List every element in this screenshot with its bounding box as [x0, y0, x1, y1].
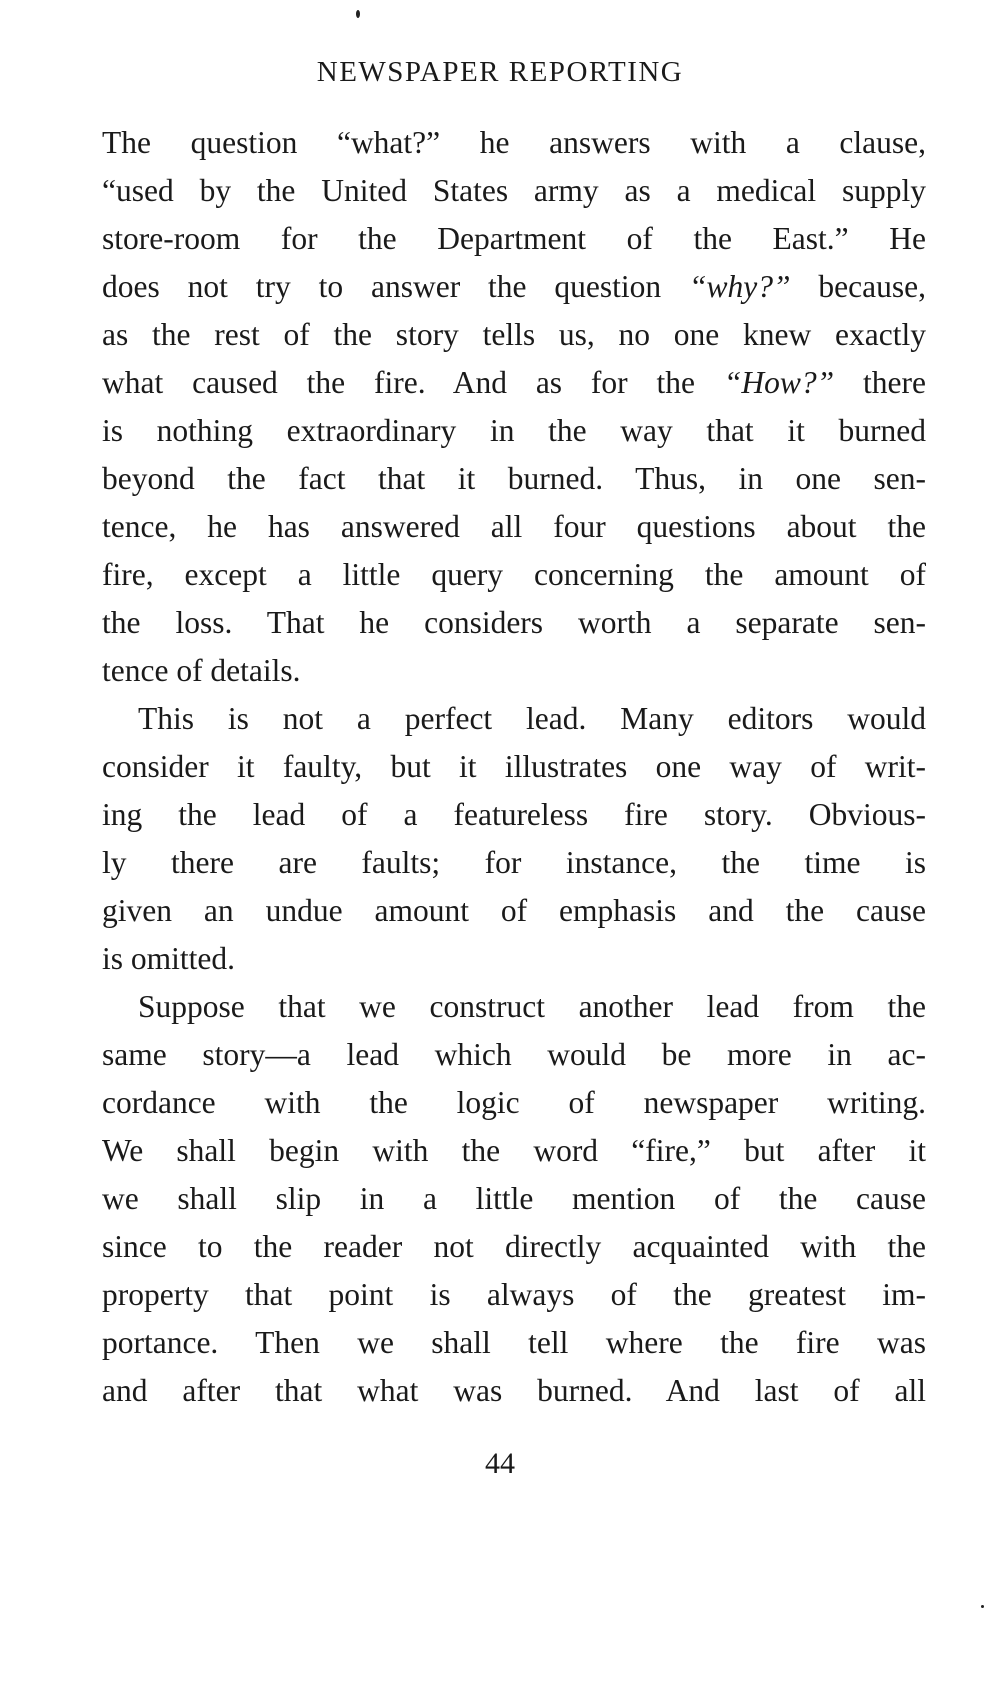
text-line: is omitted.	[102, 941, 235, 976]
text-line: Suppose that we construct another lead from the	[138, 989, 926, 1024]
text-line: as the rest of the story tells us, no one knew exactly	[102, 317, 926, 352]
text-line: same story—a lead which would be more in ac-	[102, 1037, 926, 1072]
italic-emphasis: “How?”	[723, 365, 835, 400]
text-line: cordance with the logic of newspaper writing.	[102, 1085, 926, 1120]
text-line: what caused the fire. And as for the “How?” there	[102, 365, 926, 400]
body-text	[102, 119, 926, 1415]
text-line: is nothing extraordinary in the way that it burned	[102, 413, 926, 448]
text-line: beyond the fact that it burned. Thus, in one sen-	[102, 461, 926, 496]
text-line: ly there are faults; for instance, the time is	[102, 845, 926, 880]
text-line: We shall begin with the word “fire,” but after it	[102, 1133, 926, 1168]
text-line: we shall slip in a little mention of the cause	[102, 1181, 926, 1216]
text-line: The question “what?” he answers with a clause,	[102, 125, 926, 160]
paragraph	[102, 983, 926, 1415]
text-line: does not try to answer the question “why?” because,	[102, 269, 926, 304]
text-line: This is not a perfect lead. Many editors would	[138, 701, 926, 736]
page-number: 44	[485, 1447, 515, 1480]
text-line: portance. Then we shall tell where the fire was	[102, 1325, 926, 1360]
text-line: consider it faulty, but it illustrates one way of writ-	[102, 749, 926, 784]
paragraph	[102, 695, 926, 983]
italic-emphasis: “why?”	[689, 269, 791, 304]
text-line: property that point is always of the greatest im-	[102, 1277, 926, 1312]
text-line: store-room for the Department of the East.” He	[102, 221, 926, 256]
ink-speck	[356, 10, 360, 18]
paragraph	[102, 119, 926, 695]
text-line: tence, he has answered all four questions about the	[102, 509, 926, 544]
text-line: and after that what was burned. And last of all	[102, 1373, 926, 1408]
text-line: given an undue amount of emphasis and the cause	[102, 893, 926, 928]
text-line: fire, except a little query concerning the amount of	[102, 557, 926, 592]
text-line: “used by the United States army as a medical supply	[102, 173, 926, 208]
text-line: ing the lead of a featureless fire story. Obvious-	[102, 797, 926, 832]
running-head: NEWSPAPER REPORTING	[316, 56, 684, 88]
text-line: since to the reader not directly acquainted with the	[102, 1229, 926, 1264]
ink-speck	[981, 1605, 984, 1608]
text-line: the loss. That he considers worth a separate sen-	[102, 605, 926, 640]
text-line: tence of details.	[102, 653, 301, 688]
